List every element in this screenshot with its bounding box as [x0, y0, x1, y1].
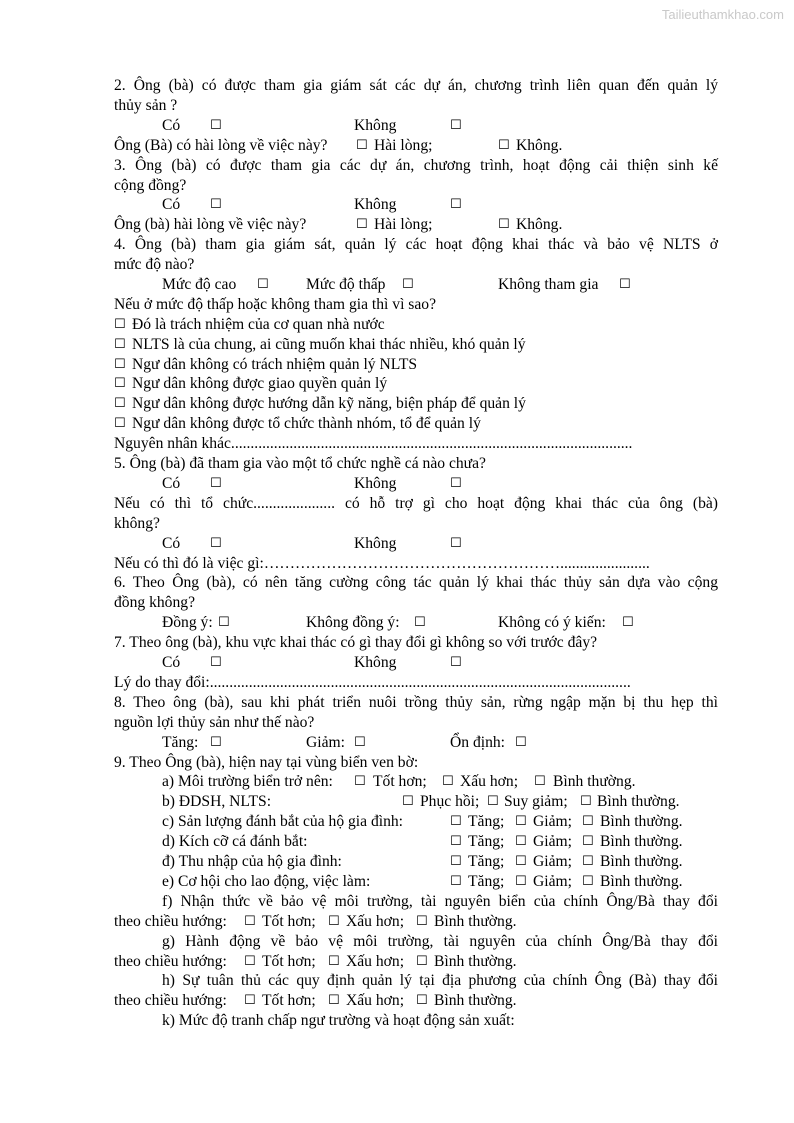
q9-h-lead: theo chiều hướng: [114, 992, 227, 1010]
q9-dd-option2-checkbox[interactable]: ☐ [515, 854, 527, 870]
q3-options [114, 195, 718, 215]
questionnaire [114, 76, 718, 1031]
q9-h-text: h) Sự tuân thủ các quy định quản lý tại địa phương của chính Ông (Bà) thay đổi [162, 972, 718, 990]
q9-f-option1-label: Tốt hơn; [262, 912, 316, 930]
q4-reason-label: Ngư dân không được giao quyền quản lý [132, 375, 388, 393]
q3-not-satisfied-checkbox[interactable]: ☐ [498, 217, 510, 233]
q4-reason-item [114, 355, 718, 375]
q7-reason-field[interactable]: Lý do thay đổi:............................................................................................................ [114, 673, 631, 691]
q9-g-option2-label: Xấu hơn; [346, 952, 405, 970]
q4-reason-checkbox[interactable]: ☐ [114, 416, 126, 432]
q9-dd-option1-label: Tăng; [468, 853, 505, 871]
q3-not-satisfied-label: Không. [516, 216, 563, 234]
q6-noopinion-checkbox[interactable]: ☐ [622, 615, 634, 631]
q9-text: 9. Theo Ông (bà), hiện nay tại vùng biển ven bờ: [114, 753, 419, 771]
q3-satisfaction [114, 215, 718, 235]
q8-increase-label: Tăng: [162, 733, 199, 751]
q9-a-option3-checkbox[interactable]: ☐ [534, 774, 546, 790]
q5-no-checkbox[interactable]: ☐ [450, 475, 462, 491]
q9-b-option3-label: Bình thường. [597, 793, 680, 811]
q6-text-cont: đồng không? [114, 594, 195, 612]
q9-h-option2-checkbox[interactable]: ☐ [328, 993, 340, 1009]
q9-b-option3-checkbox[interactable]: ☐ [580, 794, 592, 810]
q8-decrease-label: Giảm: [306, 733, 345, 751]
q9-c-option2-label: Giảm; [533, 813, 572, 831]
q2-satisfaction-question: Ông (Bà) có hài lòng về việc này? [114, 136, 328, 154]
q5-support-text: Nếu có thì tổ chức..................... có hỗ trợ gì cho hoạt động khai thác của ông (bà) [114, 494, 718, 512]
q9-g-option3-label: Bình thường. [434, 952, 517, 970]
q3-yes-checkbox[interactable]: ☐ [210, 197, 222, 213]
q9-a-option3-label: Bình thường. [553, 773, 636, 791]
q2-no-checkbox[interactable]: ☐ [450, 117, 462, 133]
q9-b-option1-checkbox[interactable]: ☐ [402, 794, 414, 810]
q4-reason-label: Ngư dân không được hướng dẫn kỹ năng, biện pháp để quản lý [132, 395, 526, 413]
q4-reason-label: Ngư dân không có trách nhiệm quản lý NLTS [132, 355, 418, 373]
q9-c-option2-checkbox[interactable]: ☐ [515, 814, 527, 830]
q8-stable-label: Ổn định: [450, 733, 506, 751]
q9-d-option3-label: Bình thường. [600, 833, 683, 851]
q8-increase-checkbox[interactable]: ☐ [210, 734, 222, 750]
q9-g-lead: theo chiều hướng: [114, 952, 227, 970]
q9-a-label: a) Môi trường biển trở nên: [162, 773, 333, 791]
q2-yes-checkbox[interactable]: ☐ [210, 117, 222, 133]
q9-e-option3-label: Bình thường. [600, 872, 683, 890]
q3-no-label: Không [354, 196, 397, 214]
q8-decrease-checkbox[interactable]: ☐ [354, 734, 366, 750]
q9-e-option1-label: Tăng; [468, 872, 505, 890]
q4-none-checkbox[interactable]: ☐ [619, 277, 631, 292]
q3-satisfied-label: Hài lòng; [374, 216, 433, 234]
q9-h-option2-label: Xấu hơn; [346, 992, 405, 1010]
q5-yes-label: Có [162, 474, 181, 492]
q2-not-satisfied-label: Không. [516, 136, 563, 154]
q9-h-options [114, 991, 718, 1011]
q9-dd-option3-checkbox[interactable]: ☐ [582, 854, 594, 870]
q7-options [114, 653, 718, 673]
q4-text-cont: mức độ nào? [114, 256, 195, 274]
q5-support-no-checkbox[interactable]: ☐ [450, 535, 462, 551]
q6-text: 6. Theo Ông (bà), có nên tăng cường công tác quản lý khai thác thủy sản dựa vào cộng [114, 574, 718, 592]
q3-no-checkbox[interactable]: ☐ [450, 197, 462, 213]
q9-d-option2-checkbox[interactable]: ☐ [515, 834, 527, 850]
q4-other-reason-field[interactable]: Nguyên nhân khác....................................................................................................... [114, 435, 633, 453]
q9-c-option3-checkbox[interactable]: ☐ [582, 814, 594, 830]
q2-text: 2. Ông (bà) có được tham gia giám sát các dự án, chương trình liên quan đến quản lý [114, 77, 718, 94]
q9-a-option1-checkbox[interactable]: ☐ [354, 774, 366, 790]
q5-support-yes-checkbox[interactable]: ☐ [210, 535, 222, 551]
q9-f-option3-checkbox[interactable]: ☐ [416, 913, 428, 929]
q6-disagree-checkbox[interactable]: ☐ [414, 615, 426, 631]
q9-f-option3-label: Bình thường. [434, 912, 517, 930]
q7-yes-checkbox[interactable]: ☐ [210, 655, 222, 671]
q9-d-option3-checkbox[interactable]: ☐ [582, 834, 594, 850]
q9-a-option1-label: Tốt hơn; [373, 773, 427, 791]
q2-satisfied-checkbox[interactable]: ☐ [356, 137, 368, 153]
q9-g-option1-label: Tốt hơn; [262, 952, 316, 970]
q9-g-option1-checkbox[interactable]: ☐ [244, 953, 256, 969]
q6-disagree-label: Không đồng ý: [306, 614, 400, 632]
q9-a-option2-label: Xấu hơn; [460, 773, 519, 791]
q3-satisfaction-question: Ông (bà) hài lòng về việc này? [114, 216, 307, 234]
q3-satisfied-checkbox[interactable]: ☐ [356, 217, 368, 233]
q4-options [114, 275, 718, 295]
q9-b-option2-label: Suy giảm; [504, 793, 568, 811]
q9-d-label: d) Kích cỡ cá đánh bắt: [162, 833, 308, 851]
q4-text: 4. Ông (bà) tham gia giám sát, quản lý các hoạt động khai thác và bảo vệ NLTS ở [114, 236, 718, 254]
q9-d-option2-label: Giảm; [533, 833, 572, 851]
q6-options [114, 613, 718, 633]
q4-reason-checkbox[interactable]: ☐ [114, 396, 126, 412]
q9-d-option1-checkbox[interactable]: ☐ [450, 834, 462, 850]
q9-c-option3-label: Bình thường. [600, 813, 683, 831]
q4-reason-label: Ngư dân không được tổ chức thành nhóm, tổ để quản lý [132, 415, 481, 433]
q9-e-label: e) Cơ hội cho lao động, việc làm: [162, 872, 371, 890]
q7-yes-label: Có [162, 654, 181, 672]
q9-b-option1-label: Phục hồi; [420, 793, 480, 811]
q9-g-text: g) Hành động về bảo vệ môi trường, tài nguyên của chính Ông/Bà thay đổi [162, 932, 718, 950]
q4-none-label: Không tham gia [498, 276, 599, 293]
q9-c-label: c) Sản lượng đánh bắt của hộ gia đình: [162, 813, 404, 831]
q2-options [114, 116, 718, 136]
q5-support-yes-label: Có [162, 534, 181, 552]
q4-reason-checkbox[interactable]: ☐ [114, 376, 126, 392]
q9-h-option1-label: Tốt hơn; [262, 992, 316, 1010]
q9-d-option1-label: Tăng; [468, 833, 505, 851]
q9-e-option1-checkbox[interactable]: ☐ [450, 873, 462, 889]
q6-noopinion-label: Không có ý kiến: [498, 614, 606, 632]
q9-dd-option3-label: Bình thường. [600, 853, 683, 871]
q2-no-label: Không [354, 116, 397, 134]
q9-b-row [114, 792, 718, 812]
q5-options [114, 474, 718, 494]
q8-text: 8. Theo ông (bà), sau khi phát triển nuôi trồng thủy sản, rừng ngập mặn bị thu hẹp thì [114, 693, 718, 711]
q3-text: 3. Ông (bà) có được tham gia các dự án, chương trình, hoạt động cải thiện sinh kế [114, 156, 718, 174]
q9-b-option2-checkbox[interactable]: ☐ [487, 794, 499, 810]
q9-e-option2-label: Giảm; [533, 872, 572, 890]
q9-dd-option1-checkbox[interactable]: ☐ [450, 854, 462, 870]
q5-support-options [114, 534, 718, 554]
q2-not-satisfied-checkbox[interactable]: ☐ [498, 137, 510, 153]
q2-yes-label: Có [162, 116, 181, 134]
q2-text-cont: thủy sản ? [114, 96, 178, 114]
q4-reason-checkbox[interactable]: ☐ [114, 316, 126, 332]
q9-f-option2-checkbox[interactable]: ☐ [328, 913, 340, 929]
q4-reason-item [114, 315, 718, 335]
q9-a-row [114, 772, 718, 792]
q9-f-options [114, 912, 718, 932]
q4-low-checkbox[interactable]: ☐ [402, 277, 414, 292]
q9-c-option1-label: Tăng; [468, 813, 505, 831]
q9-g-options [114, 952, 718, 972]
q3-text-cont: cộng đồng? [114, 176, 187, 194]
q2-satisfaction [114, 136, 718, 156]
q9-b-label: b) ĐDSH, NLTS: [162, 793, 272, 811]
q9-c-row [114, 812, 718, 832]
q9-f-option1-checkbox[interactable]: ☐ [244, 913, 256, 929]
q9-g-option2-checkbox[interactable]: ☐ [328, 953, 340, 969]
q8-text-cont: nguồn lợi thủy sản như thế nào? [114, 713, 315, 731]
q4-reason-item [114, 374, 718, 394]
q4-low-label: Mức độ thấp [306, 276, 386, 293]
q9-g-option3-checkbox[interactable]: ☐ [416, 953, 428, 969]
q8-stable-checkbox[interactable]: ☐ [515, 734, 527, 750]
q9-f-text: f) Nhận thức về bảo vệ môi trường, tài nguyên biển của chính Ông/Bà thay đổi [162, 892, 718, 910]
q9-c-option1-checkbox[interactable]: ☐ [450, 814, 462, 830]
q3-yes-label: Có [162, 196, 181, 214]
q5-support-no-label: Không [354, 534, 397, 552]
q5-no-label: Không [354, 474, 397, 492]
q9-e-option3-checkbox[interactable]: ☐ [582, 873, 594, 889]
q6-agree-label: Đồng ý: [162, 614, 213, 632]
q9-a-option2-checkbox[interactable]: ☐ [442, 774, 454, 790]
q7-no-label: Không [354, 654, 397, 672]
q4-reason-item [114, 394, 718, 414]
q9-k-text: k) Mức độ tranh chấp ngư trường và hoạt động sản xuất: [162, 1012, 515, 1030]
q4-high-label: Mức độ cao [162, 276, 237, 293]
q9-h-option3-checkbox[interactable]: ☐ [416, 993, 428, 1009]
q4-reason-item [114, 414, 718, 434]
q5-text: 5. Ông (bà) đã tham gia vào một tổ chức nghề cá nào chưa? [114, 455, 486, 473]
q7-no-checkbox[interactable]: ☐ [450, 655, 462, 671]
q9-dd-option2-label: Giảm; [533, 853, 572, 871]
q9-d-row [114, 832, 718, 852]
watermark: Tailieuthamkhao.com [661, 7, 784, 22]
q4-reason-label: Đó là trách nhiệm của cơ quan nhà nước [132, 315, 385, 333]
q4-reason-checkbox[interactable]: ☐ [114, 336, 126, 352]
q7-text: 7. Theo ông (bà), khu vực khai thác có gì thay đổi gì không so với trước đây? [114, 634, 598, 652]
q9-f-lead: theo chiều hướng: [114, 912, 227, 930]
q9-h-option3-label: Bình thường. [434, 992, 517, 1010]
q9-dd-label: đ) Thu nhập của hộ gia đình: [162, 853, 342, 871]
q9-e-option2-checkbox[interactable]: ☐ [515, 873, 527, 889]
q8-options [114, 733, 718, 753]
q5-yes-checkbox[interactable]: ☐ [210, 475, 222, 491]
q2-satisfied-label: Hài lòng; [374, 136, 433, 154]
q9-f-option2-label: Xấu hơn; [346, 912, 405, 930]
q4-high-checkbox[interactable]: ☐ [257, 277, 269, 292]
q5-what-field[interactable]: Nếu có thì đó là việc gì:…………………………………………………....................... [114, 554, 650, 572]
q4-reason-checkbox[interactable]: ☐ [114, 356, 126, 372]
q9-h-option1-checkbox[interactable]: ☐ [244, 993, 256, 1009]
q9-e-row [114, 872, 718, 892]
q9-dd-row [114, 852, 718, 872]
q4-followup: Nếu ở mức độ thấp hoặc không tham gia thì vì sao? [114, 295, 437, 313]
q6-agree-checkbox[interactable]: ☐ [218, 615, 230, 631]
q4-reason-label: NLTS là của chung, ai cũng muốn khai thác nhiều, khó quản lý [132, 335, 526, 353]
q5-support-text-cont: không? [114, 514, 160, 532]
q4-reason-item [114, 335, 718, 355]
